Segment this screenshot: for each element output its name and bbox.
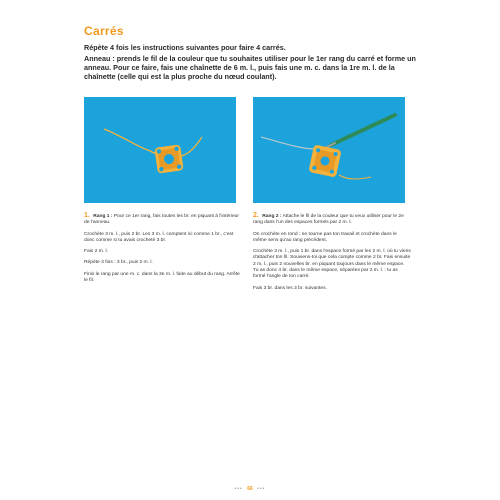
step-1	[84, 213, 242, 289]
step-2-lead: Rang 2 :	[262, 214, 282, 219]
step-2-p2: On crochète en rond : ne tourne pas ton travail et crochète dans le même sens qu'au rang précédent.	[253, 231, 397, 243]
intro-line-2: Anneau : prends le fil de la couleur que tu souhaites utiliser pour le 1er rang du carré et forme un anneau. Pour ce faire, fais une chaînette de 6 m. l., puis fais une m. c. dans la 1re m. l. de la chaînette (celle qui est la plus proche du nœud coulant).	[84, 54, 416, 81]
step-2	[253, 213, 411, 297]
step-2-intro	[253, 213, 411, 227]
step-1-lead: Rang 1 :	[93, 214, 113, 219]
step-2-p1: Attache le fil de la couleur que tu veux utiliser pour le 2e rang dans l'un des espaces formés par 2 m. l.	[253, 214, 404, 226]
step-1-p1: Pour ce 1er rang, fais toutes les br. en piquant à l'intérieur de l'anneau.	[84, 214, 240, 226]
step-1-p2: Crochète 3 m. l., puis 2 br. Les 3 m. l. comptent ici comme 1 br., c'est donc comme si tu avais crocheté 3 br.	[84, 231, 234, 243]
intro-line-1: Répète 4 fois les instructions suivantes pour faire 4 carrés.	[84, 43, 286, 52]
step-2-p4: Fais 3 br. dans les 3 br. suivantes.	[253, 285, 327, 291]
footer-dots-right: •••	[257, 486, 266, 492]
crochet-square-illustration	[84, 97, 236, 203]
footer-dots-left: •••	[234, 486, 243, 492]
step-1-p3: Fais 2 m. l.	[84, 249, 108, 255]
intro-text	[84, 43, 420, 83]
photo-hook-2	[253, 97, 405, 203]
photo-ring-1	[84, 97, 236, 203]
crochet-hook-illustration	[253, 97, 405, 203]
step-1-p5: Finis le rang par une m. c. dans la 3e m. l. faite au début du rang. Arrête le fil.	[84, 271, 240, 284]
step-1-intro	[84, 213, 242, 227]
section-title: Carrés	[84, 24, 124, 38]
step-2-p3: Crochète 3 m. l., puis 1 br. dans l'espace formé par les 2 m. l. où tu viens d'attacher ton fil. Souviens-toi que cela compte comme 2 br. Fais ensuite 2 m. l., puis 2 nouvelles br. en piquant toujours dans le même espace. Tu as donc 4 br. dans le même espace, séparées par 2 m. l. : tu as formé l'angle de ton carré.	[253, 249, 411, 280]
page-footer	[0, 486, 500, 492]
step-1-p4: Répète 3 fois : 3 br., puis 2 m. l.	[84, 260, 153, 266]
step-2-number: 2.	[253, 212, 259, 219]
page-number: 66	[247, 486, 253, 492]
step-1-number: 1.	[84, 212, 90, 219]
